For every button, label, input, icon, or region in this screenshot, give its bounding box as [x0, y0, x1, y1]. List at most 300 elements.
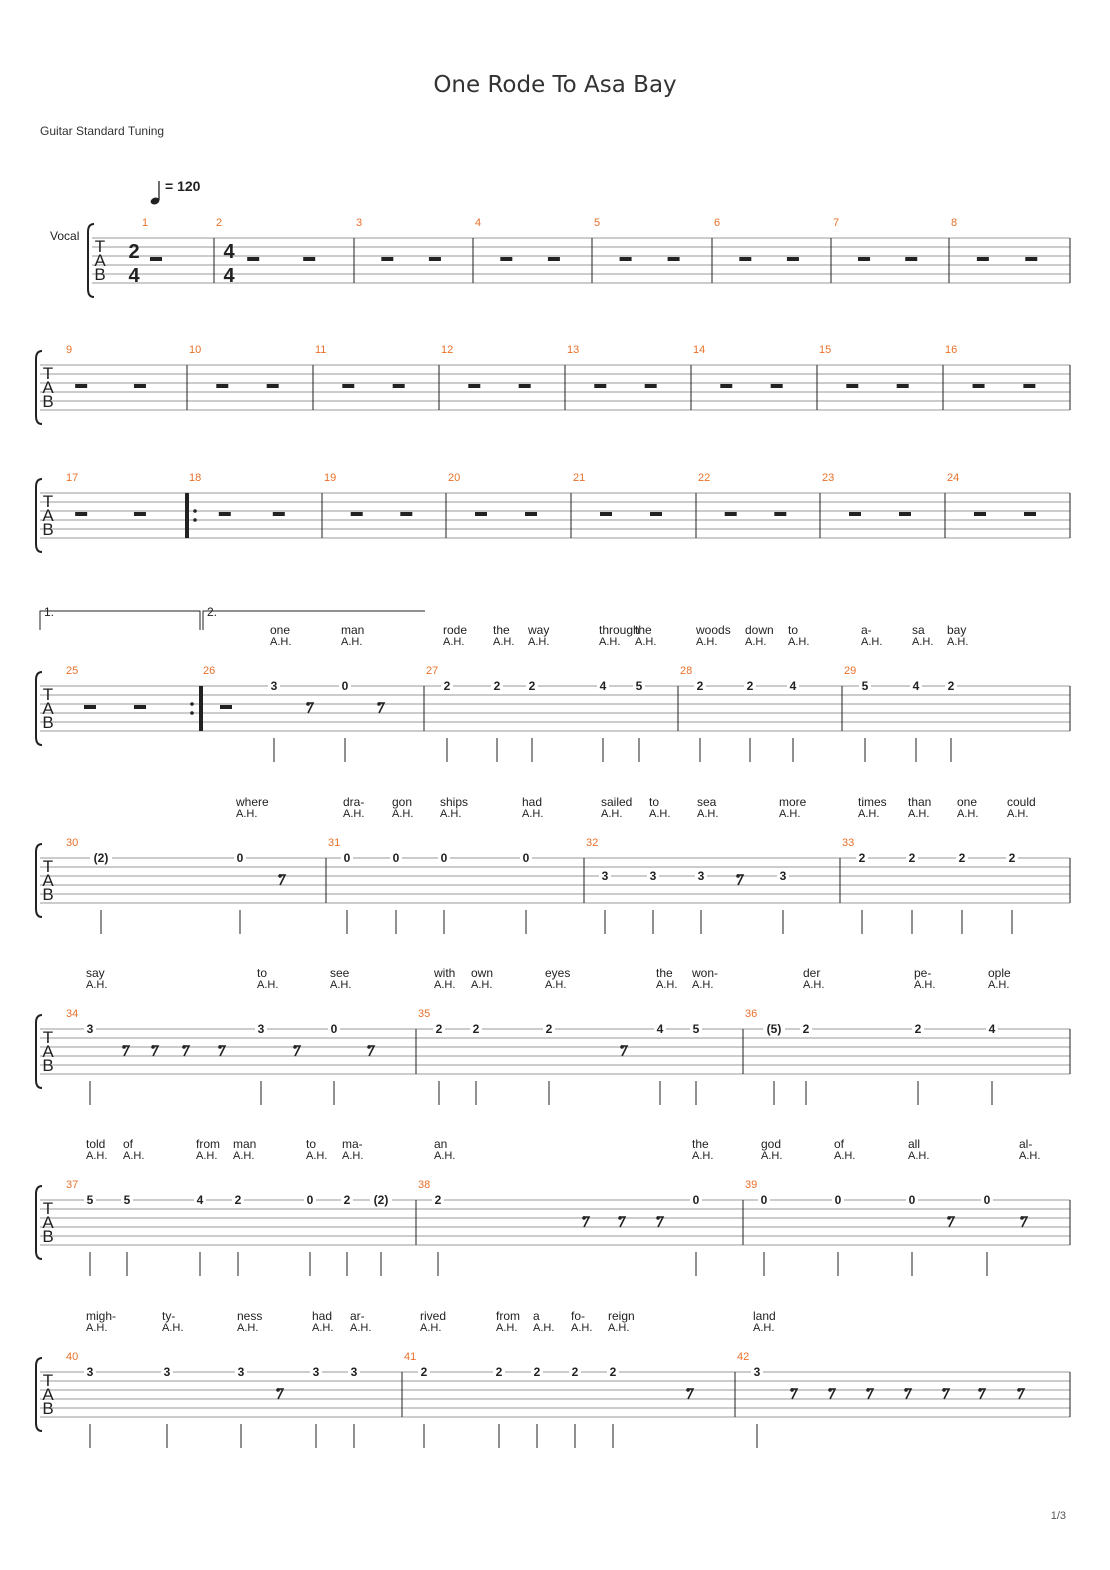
- tab-clef-b: B: [42, 1399, 54, 1418]
- lyric-syllable: way: [528, 623, 550, 637]
- eighth-rest-dot: [122, 1045, 126, 1049]
- half-rest: [500, 257, 512, 261]
- harmonic-label: A.H.: [471, 979, 493, 991]
- half-rest: [429, 257, 441, 261]
- repeat-dot: [193, 518, 197, 522]
- half-rest: [303, 257, 315, 261]
- half-rest: [468, 384, 480, 388]
- measure-number: 39: [745, 1179, 758, 1191]
- eighth-rest-dot: [942, 1388, 946, 1392]
- fret-number: 4: [656, 1022, 664, 1036]
- tuning-label: Guitar Standard Tuning: [40, 124, 165, 138]
- lyric-syllable: fo-: [571, 1309, 586, 1323]
- lyric-syllable: the: [656, 966, 673, 980]
- fret-number: 2: [234, 1193, 242, 1207]
- half-rest: [594, 384, 606, 388]
- half-rest: [273, 512, 285, 516]
- fret-number: 3: [257, 1022, 265, 1036]
- repeat-end: [199, 686, 203, 731]
- fret-number: 0: [834, 1193, 842, 1207]
- tab-clef-t: T: [42, 685, 54, 704]
- half-rest: [771, 384, 783, 388]
- half-rest: [650, 512, 662, 516]
- fret-number: 0: [983, 1193, 991, 1207]
- tab-clef-b: B: [42, 713, 54, 732]
- fret-number: 3: [601, 869, 609, 883]
- lyric-syllable: to: [788, 623, 799, 637]
- staff-row-2: [36, 351, 1070, 424]
- half-rest: [247, 257, 259, 261]
- fret-number: 0: [440, 851, 448, 865]
- lyric-syllable: rived: [420, 1309, 447, 1323]
- harmonic-label: A.H.: [696, 636, 718, 648]
- tempo-mark: = 120: [165, 178, 201, 194]
- track-name: Vocal: [50, 229, 80, 243]
- lyric-syllable: to: [257, 966, 268, 980]
- harmonic-label: A.H.: [343, 808, 365, 820]
- harmonic-label: A.H.: [947, 636, 969, 648]
- half-rest: [668, 257, 680, 261]
- eighth-rest-dot: [736, 874, 740, 878]
- fret-number: 0: [330, 1022, 338, 1036]
- volta-1: [40, 611, 200, 630]
- harmonic-label: A.H.: [123, 1150, 145, 1162]
- fret-number: 2: [435, 1022, 443, 1036]
- lyric-syllable: more: [779, 795, 807, 809]
- measure-number: 4: [475, 217, 482, 229]
- lyric-syllable: down: [745, 623, 774, 637]
- harmonic-label: A.H.: [599, 636, 621, 648]
- fret-number: 3: [312, 1365, 320, 1379]
- measure-number: 29: [844, 665, 857, 677]
- harmonic-label: A.H.: [608, 1322, 630, 1334]
- half-rest: [219, 512, 231, 516]
- lyric-syllable: ships: [440, 795, 469, 809]
- repeat-dot: [190, 702, 194, 706]
- fret-number: 5: [86, 1193, 94, 1207]
- lyric-syllable: gon: [392, 795, 413, 809]
- repeat-start: [185, 493, 189, 538]
- staff-row-1: [88, 224, 1070, 297]
- half-rest: [525, 512, 537, 516]
- fret-number: 0: [306, 1193, 314, 1207]
- eighth-rest-dot: [218, 1045, 222, 1049]
- fret-number: 4: [196, 1193, 204, 1207]
- volta-label-2: 2.: [207, 605, 218, 619]
- fret-number: 2: [493, 679, 501, 693]
- fret-number: 3: [697, 869, 705, 883]
- half-rest: [216, 384, 228, 388]
- lyric-syllable: rode: [443, 623, 468, 637]
- tab-clef-a: A: [94, 251, 106, 270]
- measure-number: 3: [356, 217, 363, 229]
- tab-clef-t: T: [42, 492, 54, 511]
- measure-number: 1: [142, 217, 149, 229]
- lyric-syllable: from: [496, 1309, 520, 1323]
- harmonic-label: A.H.: [270, 636, 292, 648]
- half-rest: [351, 512, 363, 516]
- system-brace: [36, 1015, 42, 1088]
- fret-number: 3: [237, 1365, 245, 1379]
- half-rest: [400, 512, 412, 516]
- staff-row-8: [36, 1358, 1070, 1431]
- tab-clef-a: A: [42, 378, 54, 397]
- tab-clef-b: B: [42, 520, 54, 539]
- measure-number: 8: [951, 217, 958, 229]
- lyric-syllable: all: [908, 1137, 921, 1151]
- fret-number: 2: [495, 1365, 503, 1379]
- half-rest: [393, 384, 405, 388]
- fret-number: 2: [802, 1022, 810, 1036]
- volta-label-1: 1.: [44, 605, 55, 619]
- half-rest: [220, 705, 232, 709]
- half-rest: [134, 705, 146, 709]
- harmonic-label: A.H.: [86, 979, 108, 991]
- lyric-syllable: see: [330, 966, 350, 980]
- measure-number: 36: [745, 1008, 758, 1020]
- lyric-syllable: woods: [696, 623, 731, 637]
- tab-clef-a: A: [42, 506, 54, 525]
- harmonic-label: A.H.: [341, 636, 363, 648]
- measure-number: 25: [66, 665, 79, 677]
- half-rest: [75, 512, 87, 516]
- half-rest: [977, 257, 989, 261]
- harmonic-label: A.H.: [496, 1322, 518, 1334]
- harmonic-label: A.H.: [312, 1322, 334, 1334]
- half-rest: [899, 512, 911, 516]
- fret-number: (2): [93, 851, 109, 865]
- lyric-syllable: told: [86, 1137, 106, 1151]
- fret-number: 0: [236, 851, 244, 865]
- fret-number: 2: [533, 1365, 541, 1379]
- fret-number: 2: [528, 679, 536, 693]
- measure-number: 9: [66, 344, 73, 356]
- harmonic-label: A.H.: [601, 808, 623, 820]
- half-rest: [1024, 512, 1036, 516]
- half-rest: [739, 257, 751, 261]
- eighth-rest-dot: [377, 702, 381, 706]
- half-rest: [974, 512, 986, 516]
- harmonic-label: A.H.: [86, 1322, 108, 1334]
- harmonic-label: A.H.: [237, 1322, 259, 1334]
- fret-number: (5): [766, 1022, 782, 1036]
- fret-number: 5: [692, 1022, 700, 1036]
- measure-number: 40: [66, 1351, 79, 1363]
- lyric-syllable: al-: [1019, 1137, 1033, 1151]
- eighth-rest-dot: [151, 1045, 155, 1049]
- lyric-syllable: won-: [692, 966, 719, 980]
- half-rest: [645, 384, 657, 388]
- tab-clef-t: T: [42, 857, 54, 876]
- measure-number: 7: [833, 217, 840, 229]
- fret-number: 3: [649, 869, 657, 883]
- lyric-syllable: the: [635, 623, 652, 637]
- lyric-syllable: dra-: [343, 795, 365, 809]
- harmonic-label: A.H.: [861, 636, 883, 648]
- fret-number: 2: [1008, 851, 1016, 865]
- measure-number: 42: [737, 1351, 750, 1363]
- lyric-syllable: than: [908, 795, 932, 809]
- measure-number: 18: [189, 472, 202, 484]
- staff-row-3: [36, 479, 1070, 552]
- lyric-syllable: ar-: [350, 1309, 365, 1323]
- harmonic-label: A.H.: [420, 1322, 442, 1334]
- system-brace: [36, 1186, 42, 1259]
- half-rest: [858, 257, 870, 261]
- lyric-syllable: man: [233, 1137, 257, 1151]
- fret-number: 4: [988, 1022, 996, 1036]
- lyric-syllable: eyes: [545, 966, 571, 980]
- harmonic-label: A.H.: [745, 636, 767, 648]
- harmonic-label: A.H.: [788, 636, 810, 648]
- fret-number: 2: [858, 851, 866, 865]
- lyric-syllable: to: [649, 795, 660, 809]
- tab-clef-t: T: [42, 1371, 54, 1390]
- harmonic-label: A.H.: [908, 808, 930, 820]
- eighth-rest-dot: [656, 1216, 660, 1220]
- measure-number: 32: [586, 837, 599, 849]
- time-sig-bottom: 4: [128, 265, 140, 287]
- lyric-syllable: man: [341, 623, 365, 637]
- lyric-syllable: reign: [608, 1309, 635, 1323]
- fret-number: 2: [472, 1022, 480, 1036]
- half-rest: [774, 512, 786, 516]
- eighth-rest-dot: [582, 1216, 586, 1220]
- lyric-syllable: sea: [697, 795, 717, 809]
- harmonic-label: A.H.: [1019, 1150, 1041, 1162]
- harmonic-label: A.H.: [257, 979, 279, 991]
- half-rest: [600, 512, 612, 516]
- fret-number: 3: [753, 1365, 761, 1379]
- eighth-rest-dot: [367, 1045, 371, 1049]
- time-sig-top: 2: [128, 241, 140, 263]
- harmonic-label: A.H.: [656, 979, 678, 991]
- fret-number: 0: [908, 1193, 916, 1207]
- fret-number: 3: [350, 1365, 358, 1379]
- eighth-rest-dot: [904, 1388, 908, 1392]
- lyric-syllable: a-: [861, 623, 872, 637]
- measure-number: 33: [842, 837, 855, 849]
- system-brace: [36, 672, 42, 745]
- lyric-syllable: the: [493, 623, 510, 637]
- harmonic-label: A.H.: [697, 808, 719, 820]
- fret-number: 2: [443, 679, 451, 693]
- harmonic-label: A.H.: [392, 808, 414, 820]
- lyric-syllable: the: [692, 1137, 709, 1151]
- harmonic-label: A.H.: [779, 808, 801, 820]
- measure-number: 35: [418, 1008, 431, 1020]
- system-brace: [36, 844, 42, 917]
- volta-2: [203, 611, 425, 630]
- harmonic-label: A.H.: [957, 808, 979, 820]
- lyric-syllable: ma-: [342, 1137, 363, 1151]
- half-rest: [725, 512, 737, 516]
- fret-number: 3: [86, 1022, 94, 1036]
- eighth-rest-dot: [1020, 1216, 1024, 1220]
- fret-number: 2: [571, 1365, 579, 1379]
- measure-number: 41: [404, 1351, 417, 1363]
- tab-clef-b: B: [42, 392, 54, 411]
- half-rest: [720, 384, 732, 388]
- fret-number: 2: [343, 1193, 351, 1207]
- system-brace: [88, 224, 94, 297]
- measure-number: 21: [573, 472, 586, 484]
- half-rest: [548, 257, 560, 261]
- lyric-syllable: der: [803, 966, 821, 980]
- fret-number: 4: [789, 679, 797, 693]
- eighth-rest-dot: [947, 1216, 951, 1220]
- harmonic-label: A.H.: [233, 1150, 255, 1162]
- fret-number: 0: [392, 851, 400, 865]
- harmonic-label: A.H.: [443, 636, 465, 648]
- repeat-dot: [193, 509, 197, 513]
- measure-number: 13: [567, 344, 580, 356]
- harmonic-label: A.H.: [434, 1150, 456, 1162]
- lyric-syllable: one: [270, 623, 291, 637]
- half-rest: [150, 257, 162, 261]
- fret-number: 4: [599, 679, 607, 693]
- fret-number: 2: [696, 679, 704, 693]
- harmonic-label: A.H.: [522, 808, 544, 820]
- lyric-syllable: sailed: [601, 795, 633, 809]
- eighth-rest-dot: [866, 1388, 870, 1392]
- harmonic-label: A.H.: [834, 1150, 856, 1162]
- harmonic-label: A.H.: [342, 1150, 364, 1162]
- half-rest: [620, 257, 632, 261]
- fret-number: (2): [373, 1193, 389, 1207]
- harmonic-label: A.H.: [196, 1150, 218, 1162]
- lyric-syllable: with: [434, 966, 456, 980]
- time-sig-bottom: 4: [223, 265, 235, 287]
- half-rest: [84, 705, 96, 709]
- harmonic-label: A.H.: [692, 1150, 714, 1162]
- measure-number: 28: [680, 665, 693, 677]
- measure-number: 27: [426, 665, 439, 677]
- lyric-syllable: had: [312, 1309, 333, 1323]
- fret-number: 3: [86, 1365, 94, 1379]
- measure-number: 31: [328, 837, 341, 849]
- harmonic-label: A.H.: [1007, 808, 1029, 820]
- lyric-syllable: ness: [237, 1309, 263, 1323]
- harmonic-label: A.H.: [493, 636, 515, 648]
- eighth-rest-dot: [828, 1388, 832, 1392]
- harmonic-label: A.H.: [988, 979, 1010, 991]
- harmonic-label: A.H.: [86, 1150, 108, 1162]
- tab-clef-a: A: [42, 1385, 54, 1404]
- eighth-rest-dot: [306, 702, 310, 706]
- half-rest: [134, 512, 146, 516]
- fret-number: 2: [609, 1365, 617, 1379]
- lyric-syllable: own: [471, 966, 494, 980]
- lyric-syllable: of: [834, 1137, 845, 1151]
- fret-number: 2: [947, 679, 955, 693]
- measure-number: 14: [693, 344, 706, 356]
- fret-number: 3: [270, 679, 278, 693]
- fret-number: 2: [434, 1193, 442, 1207]
- measure-number: 10: [189, 344, 202, 356]
- fret-number: 0: [522, 851, 530, 865]
- half-rest: [1023, 384, 1035, 388]
- measure-number: 24: [947, 472, 960, 484]
- harmonic-label: A.H.: [635, 636, 657, 648]
- lyric-syllable: through: [599, 623, 640, 637]
- tab-clef-a: A: [42, 871, 54, 890]
- eighth-rest-dot: [278, 874, 282, 878]
- harmonic-label: A.H.: [912, 636, 934, 648]
- harmonic-label: A.H.: [908, 1150, 930, 1162]
- harmonic-label: A.H.: [803, 979, 825, 991]
- lyric-syllable: of: [123, 1137, 134, 1151]
- fret-number: 0: [341, 679, 349, 693]
- measure-number: 22: [698, 472, 711, 484]
- lyric-syllable: an: [434, 1137, 448, 1151]
- measure-number: 19: [324, 472, 337, 484]
- time-sig-top: 4: [223, 241, 235, 263]
- eighth-rest-dot: [1017, 1388, 1021, 1392]
- measure-number: 30: [66, 837, 79, 849]
- harmonic-label: A.H.: [434, 979, 456, 991]
- measure-number: 26: [203, 665, 216, 677]
- half-rest: [973, 384, 985, 388]
- fret-number: 2: [746, 679, 754, 693]
- measure-number: 6: [714, 217, 721, 229]
- harmonic-label: A.H.: [306, 1150, 328, 1162]
- measure-number: 23: [822, 472, 835, 484]
- fret-number: 3: [779, 869, 787, 883]
- eighth-rest-dot: [293, 1045, 297, 1049]
- lyric-syllable: land: [753, 1309, 776, 1323]
- half-rest: [905, 257, 917, 261]
- lyric-syllable: pe-: [914, 966, 932, 980]
- lyric-syllable: god: [761, 1137, 782, 1151]
- lyric-syllable: to: [306, 1137, 317, 1151]
- half-rest: [342, 384, 354, 388]
- measure-number: 15: [819, 344, 832, 356]
- eighth-rest-dot: [276, 1388, 280, 1392]
- eighth-rest-dot: [620, 1045, 624, 1049]
- lyric-syllable: had: [522, 795, 543, 809]
- page-number: 1/3: [1050, 1510, 1066, 1522]
- eighth-rest-dot: [686, 1388, 690, 1392]
- harmonic-label: A.H.: [533, 1322, 555, 1334]
- fret-number: 4: [912, 679, 920, 693]
- system-brace: [36, 479, 42, 552]
- lyric-syllable: from: [196, 1137, 220, 1151]
- lyric-syllable: times: [858, 795, 887, 809]
- harmonic-label: A.H.: [649, 808, 671, 820]
- eighth-rest-dot: [790, 1388, 794, 1392]
- lyric-syllable: migh-: [86, 1309, 117, 1323]
- harmonic-label: A.H.: [753, 1322, 775, 1334]
- tab-clef-a: A: [42, 699, 54, 718]
- harmonic-label: A.H.: [761, 1150, 783, 1162]
- tab-clef-b: B: [94, 265, 106, 284]
- measure-number: 34: [66, 1008, 79, 1020]
- fret-number: 0: [692, 1193, 700, 1207]
- harmonic-label: A.H.: [571, 1322, 593, 1334]
- lyric-syllable: say: [86, 966, 105, 980]
- lyric-syllable: ty-: [162, 1309, 176, 1323]
- system-brace: [36, 1358, 42, 1431]
- tab-clef-t: T: [42, 1028, 54, 1047]
- eighth-rest-dot: [618, 1216, 622, 1220]
- tab-clef-a: A: [42, 1042, 54, 1061]
- harmonic-label: A.H.: [528, 636, 550, 648]
- tab-clef-b: B: [42, 1056, 54, 1075]
- lyric-syllable: could: [1007, 795, 1036, 809]
- lyric-syllable: a: [533, 1309, 540, 1323]
- fret-number: 2: [908, 851, 916, 865]
